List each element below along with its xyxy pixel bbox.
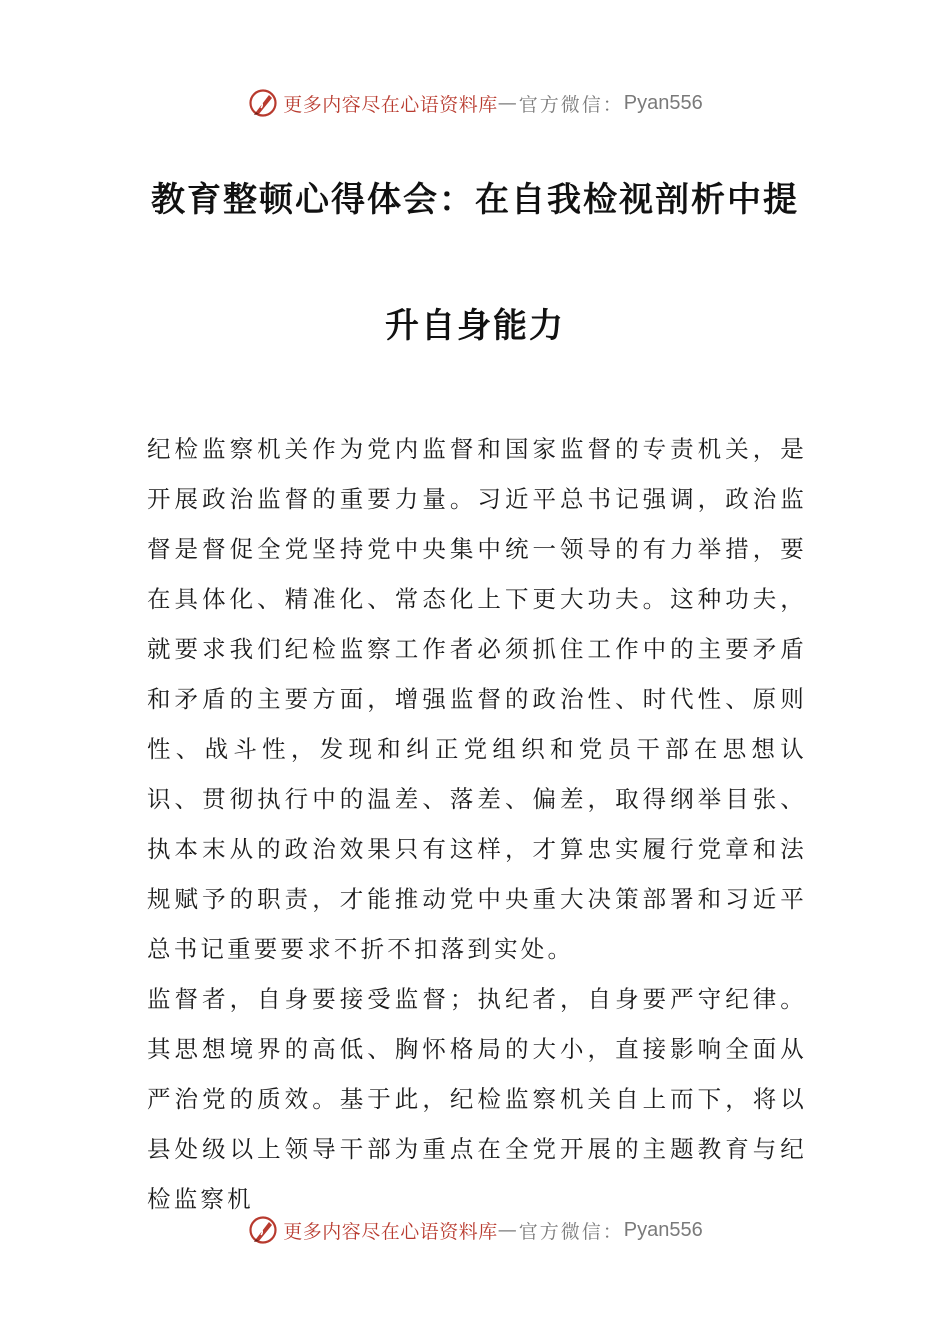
- pen-logo-icon: [247, 87, 279, 119]
- footer-wechat-id: Pyan556: [623, 1218, 703, 1241]
- header-brand-text: 更多内容尽在心语资料库: [283, 93, 498, 116]
- body-paragraph-1: 纪检监察机关作为党内监督和国家监督的专责机关，是开展政治监督的重要力量。习近平总书记强调，政治监督是督促全党坚持党中央集中统一领导的有力举措，要在具体化、精准化、常态化上下更大功夫。这种功夫，就要求我们纪检监察工作者必须抓住工作中的主要矛盾和矛盾的主要方面，增强监督的政治性、时代性、原则性、战斗性，发现和纠正党组织和党员干部在思想认识、贯彻执行中的温差、落差、偏差，取得纲举目张、执本末从的政治效果只有这样，才算忠实履行党章和法规赋予的职责，才能推动党中央重大决策部署和习近平总书记重要要求不折不扣落到实处。: [147, 435, 807, 963]
- document-body: [147, 424, 807, 1224]
- body-paragraph-2: 监督者，自身要接受监督；执纪者，自身要严守纪律。其思想境界的高低、胸怀格局的大小，直接影响全面从严治党的质效。基于此，纪检监察机关自上而下，将以县处级以上领导干部为重点在全党开展的主题教育与纪检监察机: [147, 985, 807, 1213]
- footer-separator: —: [497, 1219, 519, 1241]
- footer-wechat-label: 官方微信：: [518, 1220, 624, 1243]
- footer-banner: [0, 1210, 950, 1250]
- header-separator: —: [497, 92, 519, 114]
- pen-logo-icon: [247, 1214, 279, 1246]
- document-title-line2: 升自身能力: [385, 306, 565, 346]
- header-wechat-label: 官方微信：: [518, 93, 624, 116]
- header-wechat-id: Pyan556: [623, 91, 703, 114]
- header-banner: [0, 83, 950, 123]
- footer-brand-text: 更多内容尽在心语资料库: [283, 1220, 498, 1243]
- document-title-line1: 教育整顿心得体会：在自我检视剖析中提: [151, 180, 799, 220]
